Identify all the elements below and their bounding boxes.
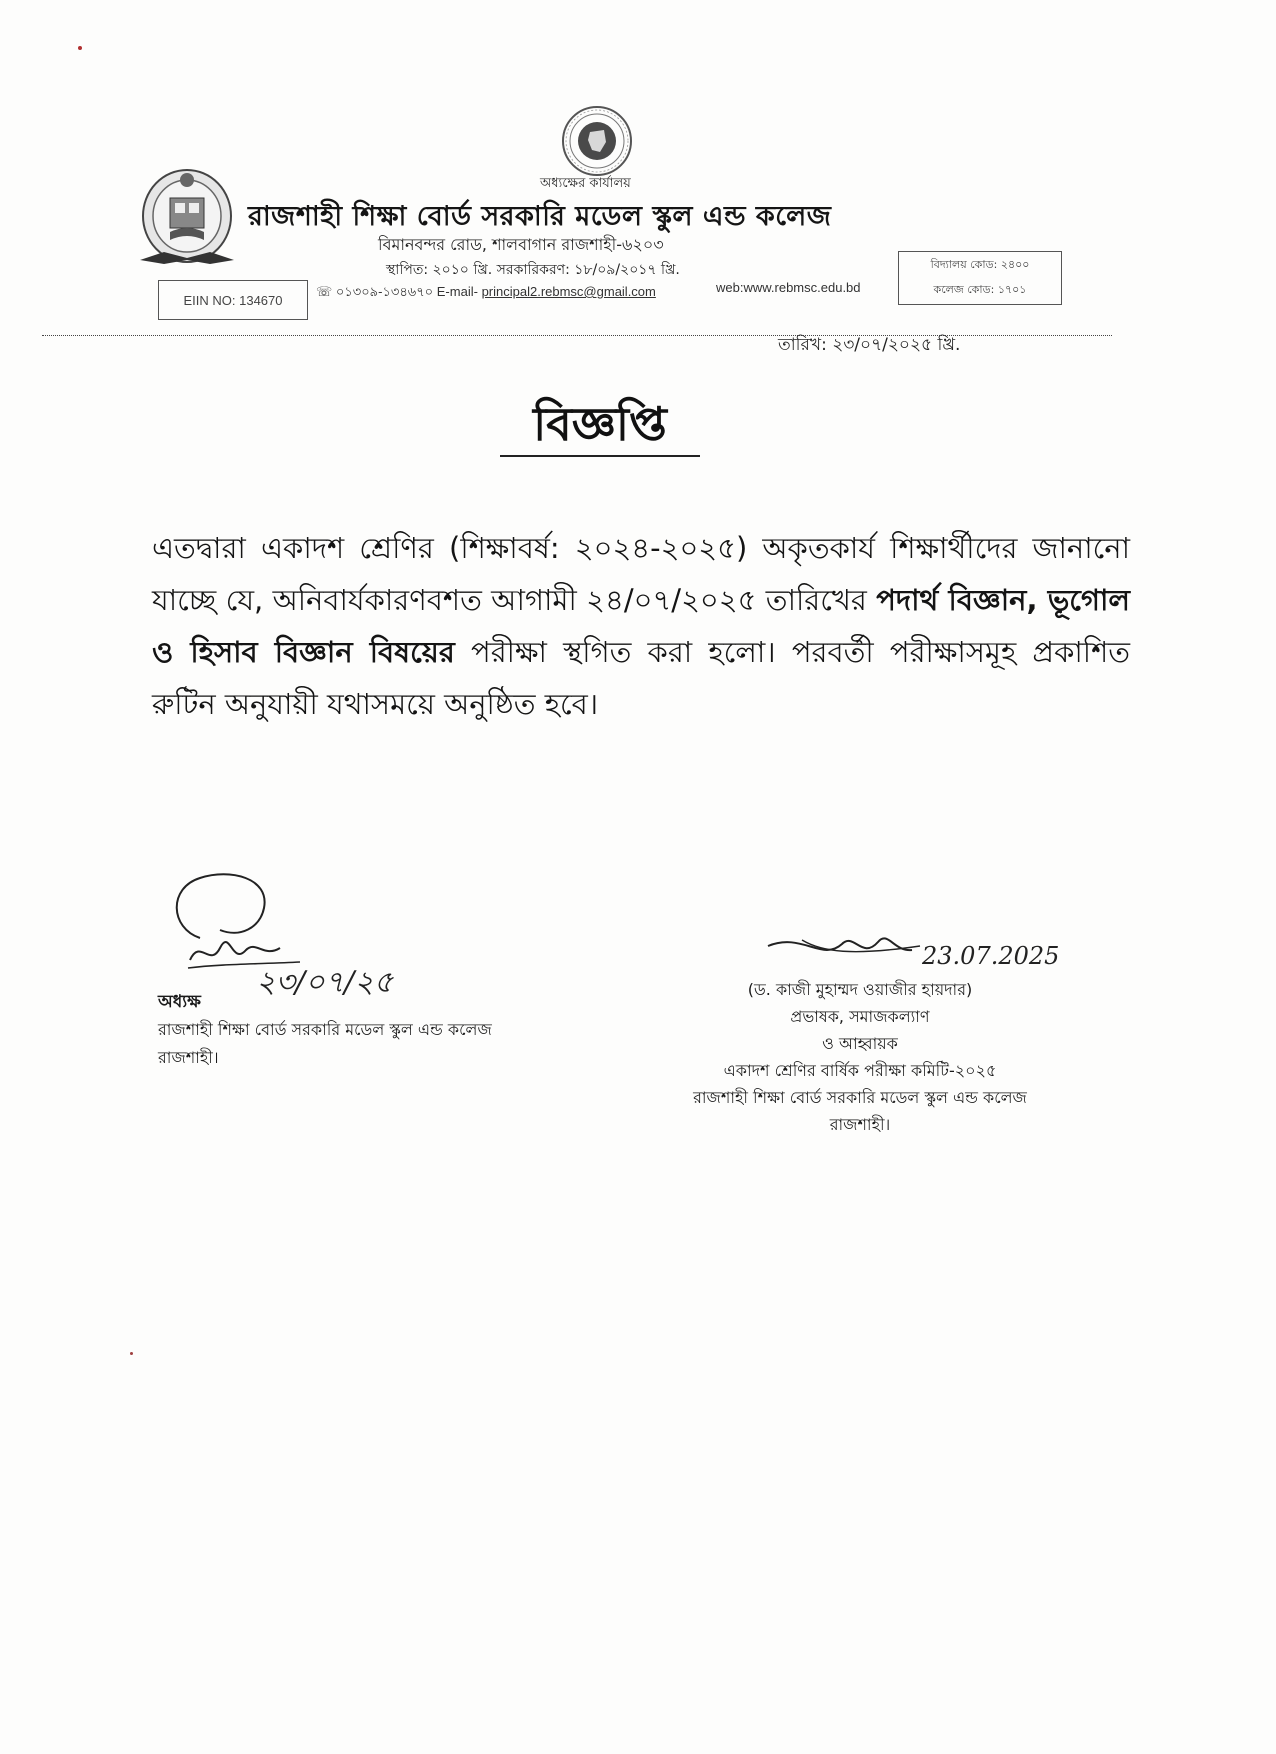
convener-role: ও আহ্বায়ক bbox=[822, 1034, 898, 1053]
phone-icon: ☏ bbox=[316, 284, 333, 299]
email-label: E-mail- bbox=[436, 284, 478, 299]
notice-title: বিজ্ঞপ্তি bbox=[500, 398, 700, 457]
government-seal-icon bbox=[560, 104, 634, 178]
scan-speck bbox=[130, 1352, 133, 1355]
convener-signature-block bbox=[640, 976, 1080, 1138]
convener-signature bbox=[762, 922, 932, 972]
email-address: principal2.rebmsc@gmail.com bbox=[481, 284, 656, 299]
college-code: কলেজ কোড: ১৭০১ bbox=[933, 283, 1027, 296]
convener-designation: প্রভাষক, সমাজকল্যাণ bbox=[790, 1007, 930, 1026]
scan-speck bbox=[78, 46, 82, 50]
eiin-number: EIIN NO: 134670 bbox=[183, 292, 283, 308]
notice-body bbox=[152, 522, 1130, 730]
school-crest-icon bbox=[134, 160, 240, 272]
convener-city: রাজশাহী। bbox=[829, 1115, 891, 1134]
convener-institution: রাজশাহী শিক্ষা বোর্ড সরকারি মডেল স্কুল এন্ড কলেজ bbox=[693, 1088, 1027, 1107]
office-label: অধ্যক্ষের কার্যালয় bbox=[540, 176, 631, 191]
phone-number: ০১৩০৯-১৩৪৬৭০ bbox=[335, 284, 434, 299]
contact-line bbox=[316, 283, 656, 304]
notice-body-subjects: পদার্থ বিজ্ঞান, ভূগোল ও হিসাব বিজ্ঞান বিষয়ের bbox=[152, 583, 1130, 669]
principal-signature-date: ২৩/০৭/২৫ bbox=[256, 965, 394, 1000]
codes-box bbox=[898, 251, 1062, 305]
notice-date: তারিখ: ২৩/০৭/২০২৫ খ্রি. bbox=[778, 335, 961, 355]
principal-institution: রাজশাহী শিক্ষা বোর্ড সরকারি মডেল স্কুল এন্ড কলেজ bbox=[158, 1020, 492, 1039]
principal-city: রাজশাহী। bbox=[158, 1048, 219, 1067]
convener-name: (ড. কাজী মুহাম্মদ ওয়াজীর হায়দার) bbox=[747, 980, 973, 999]
school-code: বিদ্যালয় কোড: ২৪০০ bbox=[930, 258, 1030, 271]
school-name: রাজশাহী শিক্ষা বোর্ড সরকারি মডেল স্কুল এন্ড কলেজ bbox=[248, 201, 832, 232]
eiin-box bbox=[158, 280, 308, 320]
notice-body-part2: পরীক্ষা স্থগিত করা হলো। পরবর্তী পরীক্ষাসমূহ প্রকাশিত রুটিন অনুযায়ী যথাসময়ে অনুষ্ঠিত হবে। bbox=[152, 635, 1130, 721]
principal-signature-block bbox=[158, 988, 492, 1072]
convener-signature-date: 23.07.2025 bbox=[922, 942, 1060, 970]
exam-committee: একাদশ শ্রেণির বার্ষিক পরীক্ষা কমিটি-২০২৫ bbox=[723, 1061, 997, 1080]
notice-body-part1: এতদ্বারা একাদশ শ্রেণির (শিক্ষাবর্ষ: ২০২৪-২০২৫) অকৃতকার্য শিক্ষার্থীদের জানানো যাচ্ছে যে, অনিবার্যকারণবশত আগামী ২৪/০৭/২০২৫ তারিখের bbox=[152, 531, 1130, 617]
establishment-info: স্থাপিত: ২০১০ খ্রি. সরকারিকরণ: ১৮/০৯/২০১৭ খ্রি. bbox=[386, 262, 680, 278]
principal-title: অধ্যক্ষ bbox=[158, 992, 201, 1012]
website: web:www.rebmsc.edu.bd bbox=[716, 280, 861, 295]
school-address: বিমানবন্দর রোড, শালবাগান রাজশাহী-৬২০৩ bbox=[378, 235, 664, 254]
